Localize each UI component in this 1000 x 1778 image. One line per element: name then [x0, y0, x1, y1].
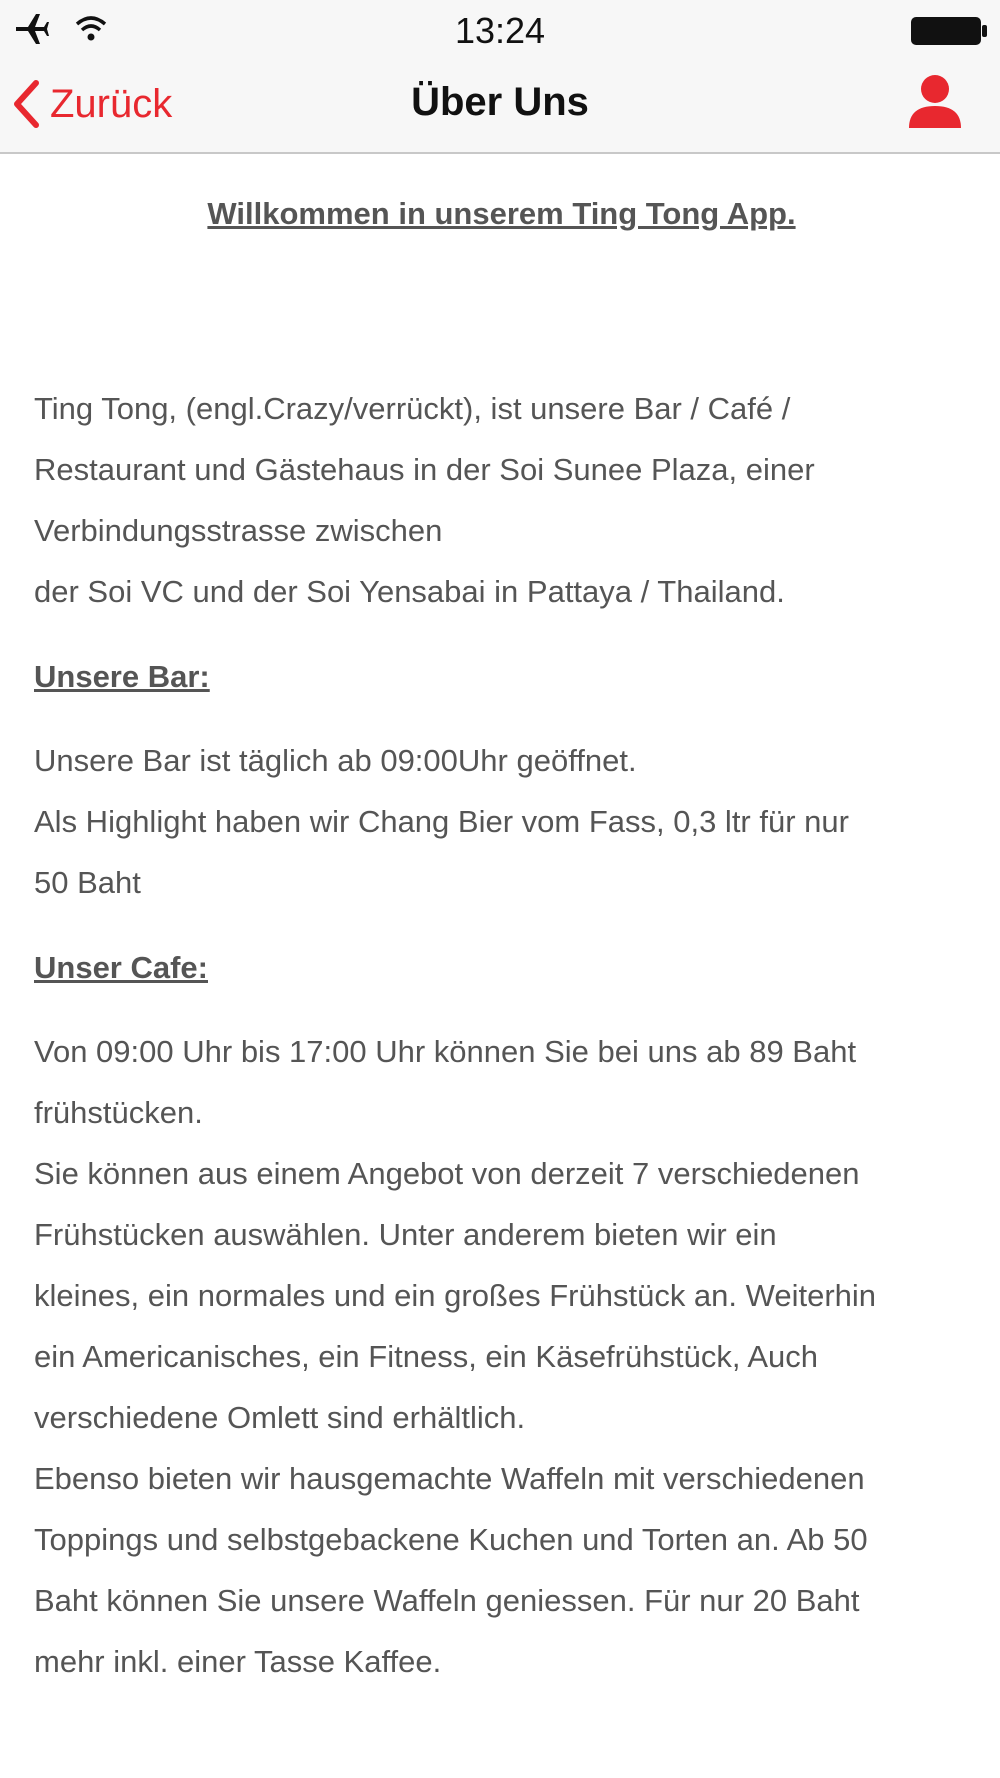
- cafe-line: Sie können aus einem Angebot von derzeit 7 verschiedenen: [34, 1156, 860, 1191]
- bar-line: 50 Baht: [34, 865, 141, 900]
- page-title: Über Uns: [411, 80, 589, 124]
- cafe-line: kleines, ein normales und ein großes Frühstück an. Weiterhin: [34, 1278, 877, 1313]
- chevron-left-icon: [12, 80, 40, 128]
- bar-paragraph: [34, 730, 969, 913]
- intro-line: der Soi VC und der Soi Yensabai in Pattaya / Thailand.: [34, 574, 785, 609]
- cafe-line: mehr inkl. einer Tasse Kaffee.: [34, 1644, 442, 1679]
- navigation-bar: [0, 60, 1000, 154]
- bar-line: Als Highlight haben wir Chang Bier vom Fass, 0,3 ltr für nur: [34, 804, 849, 839]
- intro-line: Verbindungsstrasse zwischen: [34, 513, 443, 548]
- back-button[interactable]: [12, 72, 172, 136]
- intro-line: Ting Tong, (engl.Crazy/verrückt), ist unsere Bar / Café /: [34, 391, 791, 426]
- status-time: 13:24: [454, 10, 546, 51]
- battery-icon: [910, 16, 988, 51]
- bar-line: Unsere Bar ist täglich ab 09:00Uhr geöffnet.: [34, 743, 637, 778]
- bar-heading: Unsere Bar:: [34, 659, 210, 694]
- cafe-line: verschiedene Omlett sind erhältlich.: [34, 1400, 526, 1435]
- person-icon: [905, 72, 965, 130]
- cafe-line: ein Americanisches, ein Fitness, ein Käsefrühstück, Auch: [34, 1339, 819, 1374]
- cafe-line: frühstücken.: [34, 1095, 203, 1130]
- cafe-line: Baht können Sie unsere Waffeln geniessen. Für nur 20 Baht: [34, 1583, 860, 1618]
- back-label: Zurück: [50, 81, 173, 126]
- status-bar: [0, 0, 1000, 60]
- welcome-heading: Willkommen in unserem Ting Tong App.: [207, 196, 796, 231]
- cafe-heading: Unser Cafe:: [34, 950, 208, 985]
- cafe-line: Ebenso bieten wir hausgemachte Waffeln mit verschiedenen: [34, 1461, 865, 1496]
- cafe-paragraph: [34, 1021, 969, 1692]
- cafe-line: Von 09:00 Uhr bis 17:00 Uhr können Sie bei uns ab 89 Baht: [34, 1034, 857, 1069]
- cafe-line: Toppings und selbstgebackene Kuchen und Torten an. Ab 50: [34, 1522, 868, 1557]
- intro-line: Restaurant und Gästehaus in der Soi Sunee Plaza, einer: [34, 452, 815, 487]
- about-content: [34, 154, 969, 1692]
- profile-button[interactable]: [905, 72, 975, 138]
- intro-paragraph: [34, 378, 969, 622]
- cafe-line: Frühstücken auswählen. Unter anderem bieten wir ein: [34, 1217, 777, 1252]
